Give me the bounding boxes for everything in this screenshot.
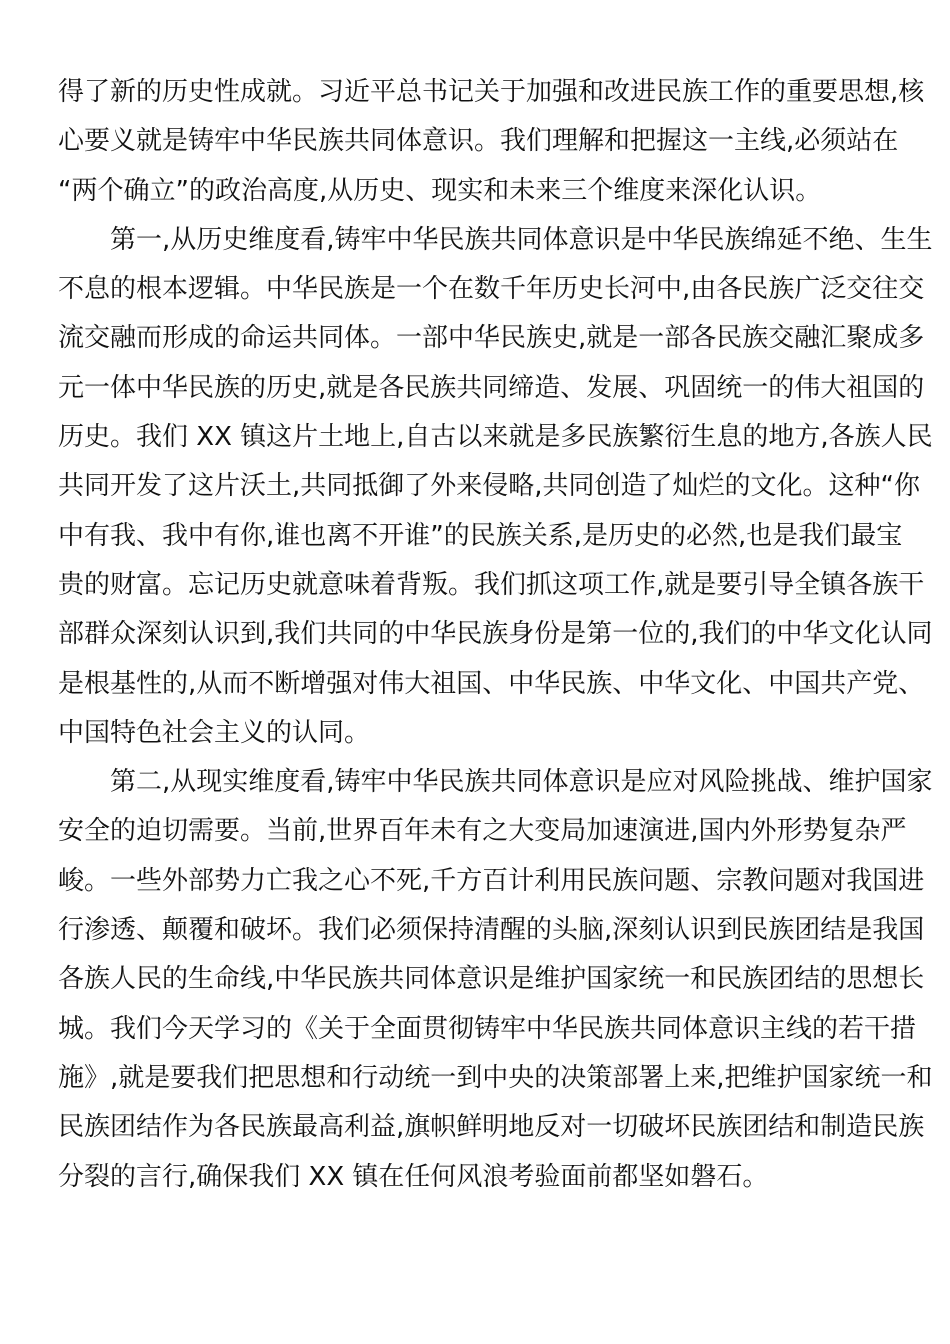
text-line: 是根基性的,从而不断增强对伟大祖国、中华民族、中华文化、中国共产党、	[58, 668, 925, 699]
text-line: 元一体中华民族的历史,就是各民族共同缔造、发展、巩固统一的伟大祖国的	[58, 372, 925, 403]
text-line: 安全的迫切需要。当前,世界百年未有之大变局加速演进,国内外形势复杂严	[58, 816, 907, 847]
document-body	[58, 68, 933, 1202]
text-line: 得了新的历史性成就。习近平总书记关于加强和改进民族工作的重要思想,核	[58, 77, 925, 107]
text-line: 心要义就是铸牢中华民族共同体意识。我们理解和把握这一主线,必须站在	[58, 126, 899, 157]
text-line: 共同开发了这片沃土,共同抵御了外来侵略,共同创造了灿烂的文化。这种“你	[58, 471, 920, 502]
text-line: 各族人民的生命线,中华民族共同体意识是维护国家统一和民族团结的思想长	[58, 964, 925, 995]
text-line: 部群众深刻认识到,我们共同的中华民族身份是第一位的,我们的中华文化认同	[58, 619, 933, 650]
text-line: 不息的根本逻辑。中华民族是一个在数千年历史长河中,由各民族广泛交往交	[58, 274, 925, 305]
text-line: 民族团结作为各民族最高利益,旗帜鲜明地反对一切破坏民族团结和制造民族	[58, 1112, 925, 1143]
paragraph-intro	[58, 68, 925, 216]
text-line: “两个确立”的政治高度,从历史、现实和未来三个维度来深化认识。	[58, 175, 822, 206]
text-line: 第一,从历史维度看,铸牢中华民族共同体意识是中华民族绵延不绝、生生	[110, 224, 933, 255]
text-line: 贵的财富。忘记历史就意味着背叛。我们抓这项工作,就是要引导全镇各族干	[58, 569, 925, 600]
paragraph-current-dimension	[58, 758, 933, 1202]
text-line: 施》,就是要我们把思想和行动统一到中央的决策部署上来,把维护国家统一和	[58, 1062, 933, 1093]
text-line: 流交融而形成的命运共同体。一部中华民族史,就是一部各民族交融汇聚成多	[58, 323, 925, 354]
text-line: 城。我们今天学习的《关于全面贯彻铸牢中华民族共同体意识主线的若干措	[58, 1013, 917, 1044]
text-line: 分裂的言行,确保我们 XX 镇在任何风浪考验面前都坚如磐石。	[58, 1161, 769, 1192]
paragraph-historical-dimension	[58, 216, 933, 758]
text-line: 中有我、我中有你,谁也离不开谁”的民族关系,是历史的必然,也是我们最宝	[58, 520, 903, 551]
text-line: 第二,从现实维度看,铸牢中华民族共同体意识是应对风险挑战、维护国家	[110, 767, 933, 798]
text-line: 峻。一些外部势力亡我之心不死,千方百计利用民族问题、宗教问题对我国进	[58, 865, 925, 896]
text-line: 历史。我们 XX 镇这片土地上,自古以来就是多民族繁衍生息的地方,各族人民	[58, 422, 933, 453]
text-line: 中国特色社会主义的认同。	[58, 717, 371, 748]
text-line: 行渗透、颠覆和破坏。我们必须保持清醒的头脑,深刻认识到民族团结是我国	[58, 915, 925, 946]
